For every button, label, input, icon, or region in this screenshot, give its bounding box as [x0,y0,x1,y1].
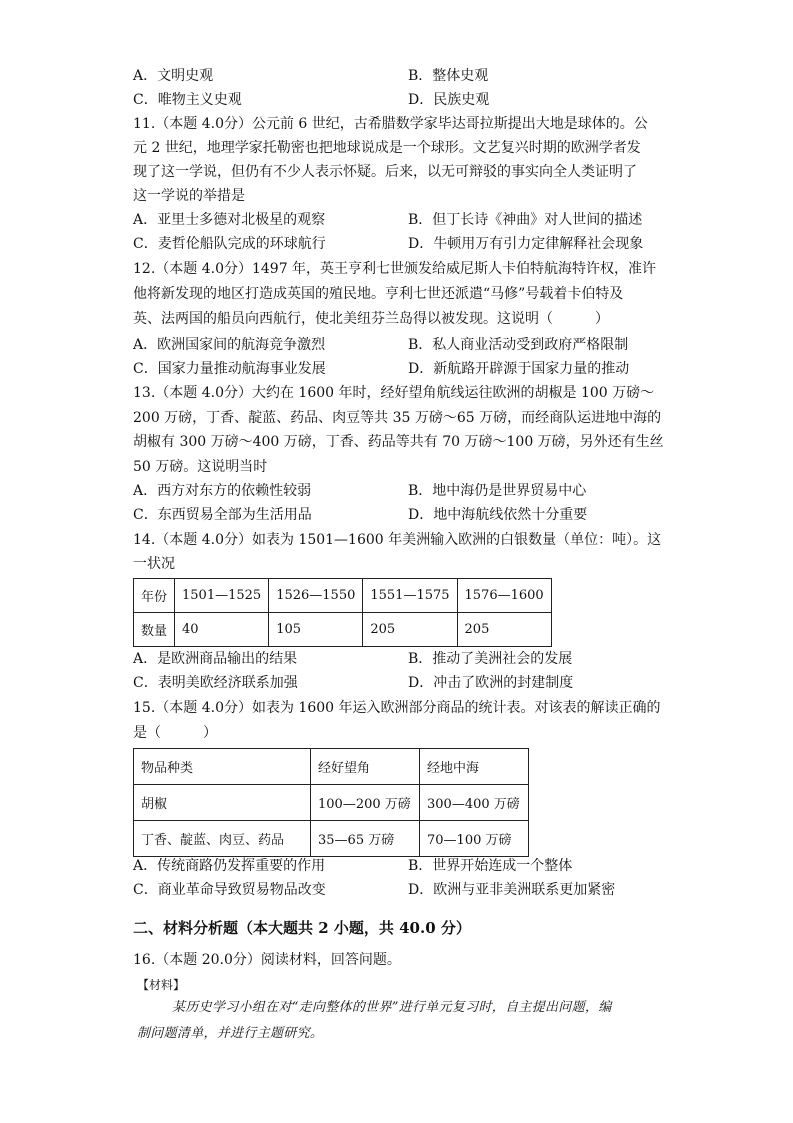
table-cell: 1526—1550 [269,579,363,613]
table-cell: 1501—1525 [175,579,269,613]
table-row [134,613,552,647]
q14-option-b: B．推动了美洲社会的发展 [408,651,573,667]
q13-stem-line: 200 万磅，丁香、靛蓝、药品、肉豆等共 35 万磅～65 万磅，而经商队运进地中海的 [133,410,662,426]
q11-stem-line: 元 2 世纪，地理学家托勒密也把地球说成是一个球形。文艺复兴时期的欧洲学者发 [133,140,641,156]
section-title: 二、材料分析题（本大题共 2 小题，共 40.0 分） [133,919,471,937]
q14-stem-line: 一状况 [133,556,175,572]
q15-option-d: D．欧洲与亚非美洲联系更加紧密 [408,882,616,898]
q12-option-c: C．国家力量推动航海事业发展 [133,361,326,377]
material-text-line: 制问题清单，并进行主题研究。 [137,1026,324,1041]
table-cell: 35—65 万磅 [311,821,420,857]
table-row [134,579,552,613]
q15-stem-line: 是（ ） [133,725,217,741]
table-cell: 40 [175,613,269,647]
q10-option-d: D．民族史观 [408,92,490,108]
q14-silver-table [133,578,552,647]
q13-option-c: C．东西贸易全部为生活用品 [133,507,312,523]
table-cell: 1551—1575 [363,579,457,613]
q12-stem-line: 他将新发现的地区打造成英国的殖民地。亨利七世还派遣“马修”号载着卡伯特及 [133,286,624,302]
q15-goods-table [133,748,529,857]
q10-option-c: C．唯物主义史观 [133,92,242,108]
q11-stem-line: 现了这一学说，但仍有不少人表示怀疑。后来，以无可辩驳的事实向全人类证明了 [133,164,637,180]
table-cell: 年份 [134,579,175,613]
q15-option-a: A．传统商路仍发挥重要的作用 [133,858,326,874]
table-row [134,749,529,785]
q14-option-c: C．表明美欧经济联系加强 [133,675,298,691]
q13-stem-line: 50 万磅。这说明当时 [133,459,268,475]
table-row [134,821,529,857]
q14-stem-line: 14.（本题 4.0分）如表为 1501—1600 年美洲输入欧洲的白银数量（单位：吨）。这 [133,532,662,548]
material-text-line: 某历史学习小组在对“走向整体的世界”进行单元复习时，自主提出问题，编 [172,1000,612,1015]
q15-stem-line: 15.（本题 4.0分）如表为 1600 年运入欧洲部分商品的统计表。对该表的解读正确的 [133,700,661,716]
q11-stem-line: 11.（本题 4.0分）公元前 6 世纪，古希腊数学家毕达哥拉斯提出大地是球体的。公 [133,116,648,132]
q11-stem-line: 这一学说的举措是 [133,188,245,204]
q14-option-d: D．冲击了欧洲的封建制度 [408,675,574,691]
q12-option-b: B．私人商业活动受到政府严格限制 [408,337,629,353]
q15-option-c: C．商业革命导致贸易物品改变 [133,882,326,898]
q11-option-a: A．亚里士多德对北极星的观察 [133,212,326,228]
q10-option-b: B．整体史观 [408,68,489,84]
q10-option-a: A．文明史观 [133,68,214,84]
q14-option-a: A．是欧洲商品输出的结果 [133,651,298,667]
table-cell: 100—200 万磅 [311,785,420,821]
table-row [134,785,529,821]
q11-option-d: D．牛顿用万有引力定律解释社会现象 [408,236,644,252]
table-cell: 205 [457,613,551,647]
table-cell: 胡椒 [134,785,311,821]
q12-option-d: D．新航路开辟源于国家力量的推动 [408,361,630,377]
q13-option-a: A．西方对东方的依赖性较弱 [133,483,312,499]
table-cell: 丁香、靛蓝、肉豆、药品 [134,821,311,857]
q13-option-b: B．地中海仍是世界贸易中心 [408,483,587,499]
q12-stem-line: 英、法两国的船员向西航行，使北美纽芬兰岛得以被发现。这说明（ ） [133,311,609,327]
q13-option-d: D．地中海航线依然十分重要 [408,507,588,523]
q13-stem-line: 13.（本题 4.0分）大约在 1600 年时，经好望角航线运往欧洲的胡椒是 100 万磅～ [133,385,655,401]
table-cell: 70—100 万磅 [420,821,529,857]
table-cell: 205 [363,613,457,647]
q13-stem-line: 胡椒有 300 万磅～400 万磅，丁香、药品等共有 70 万磅～100 万磅，另外还有生丝 [133,434,664,450]
q16-stem-line: 16.（本题 20.0分）阅读材料，回答问题。 [133,952,401,968]
table-cell: 数量 [134,613,175,647]
q15-option-b: B．世界开始连成一个整体 [408,858,573,874]
q12-option-a: A．欧洲国家间的航海竞争激烈 [133,337,326,353]
table-cell: 300—400 万磅 [420,785,529,821]
table-cell: 物品种类 [134,749,311,785]
table-cell: 经地中海 [420,749,529,785]
q11-option-b: B．但丁长诗《神曲》对人世间的描述 [408,212,643,228]
q12-stem-line: 12.（本题 4.0分）1497 年，英王亨利七世颁发给威尼斯人卡伯特航海特许权，准许 [133,261,657,277]
table-cell: 105 [269,613,363,647]
table-cell: 1576—1600 [457,579,551,613]
table-cell: 经好望角 [311,749,420,785]
material-tag: 【材料】 [137,978,186,992]
q11-option-c: C．麦哲伦船队完成的环球航行 [133,236,326,252]
